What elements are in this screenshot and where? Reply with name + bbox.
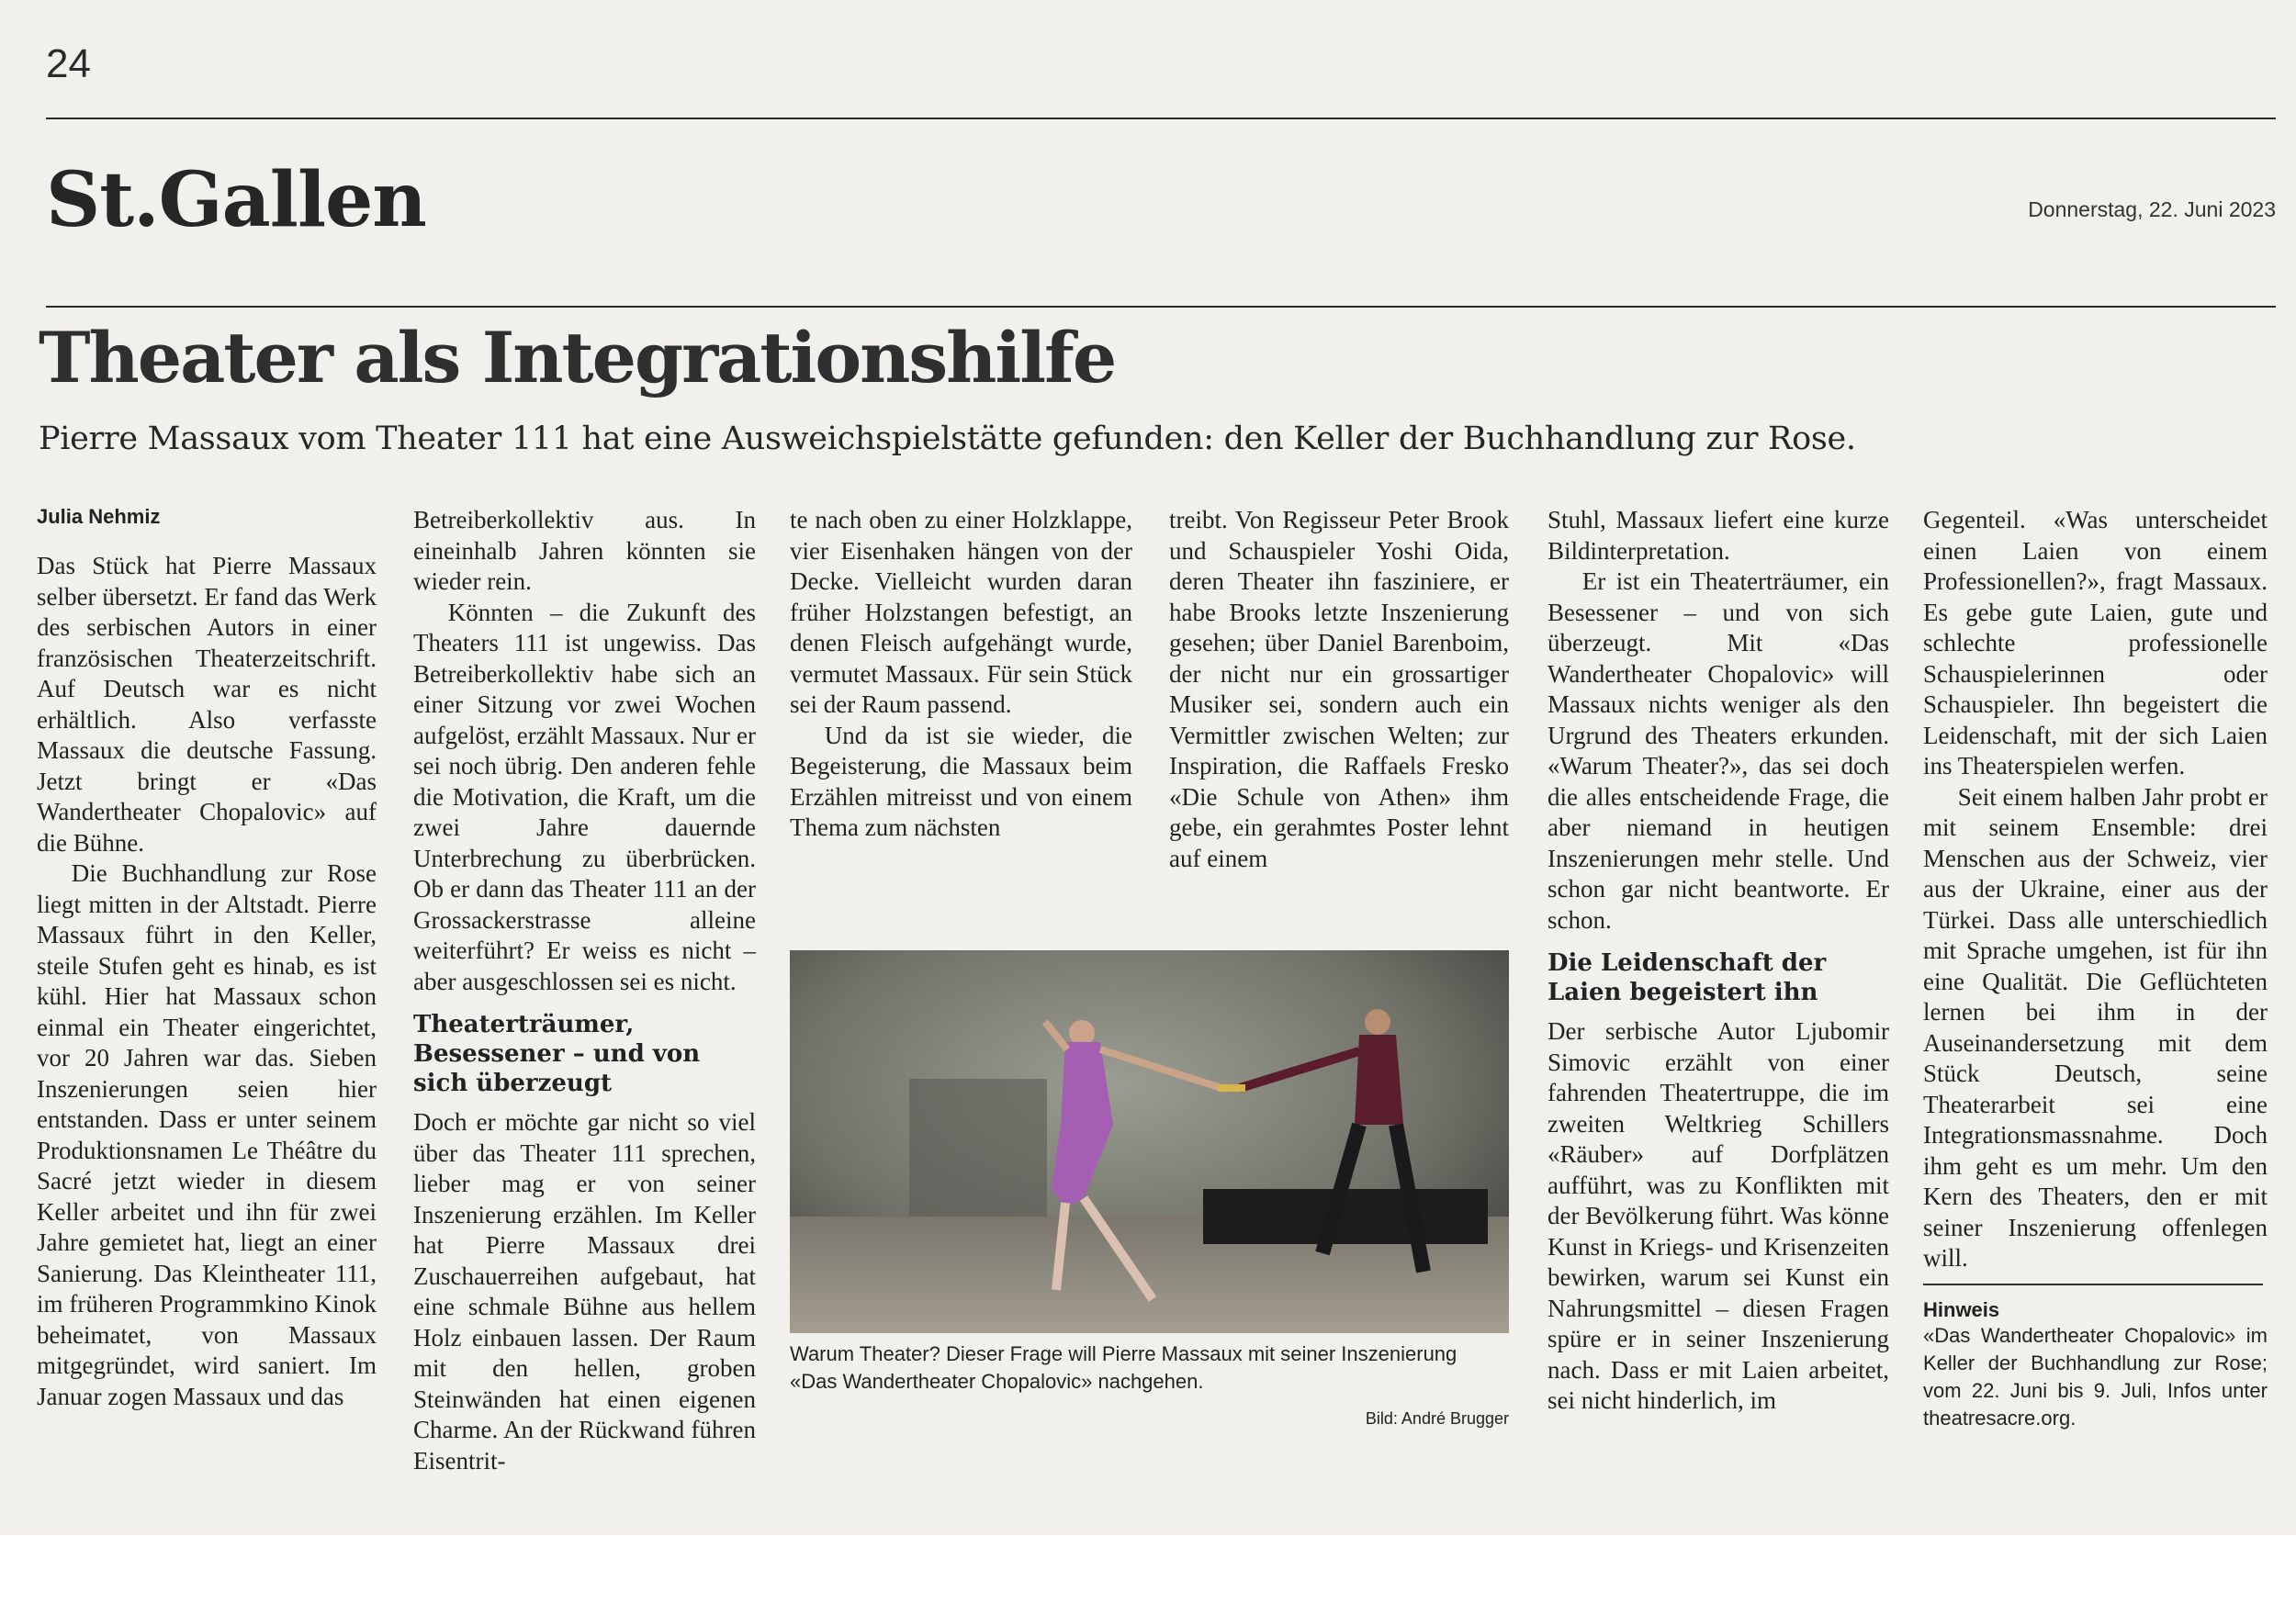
paragraph: Das Stück hat Pierre Massaux selber übersetzt. Er fand das Werk des serbischen Autors in einer französischen Theaterzeitschrift. Auf Deutsch war es nicht erhältlich. Also verfasste Massaux die deutsche Fassung. Jetzt bringt er «Das Wandertheater Chopalovic» auf die Bühne. [37, 552, 377, 857]
column-2 [413, 505, 756, 1476]
photo-caption: Warum Theater? Dieser Frage will Pierre Massaux mit seiner Inszenierung «Das Wandertheater Chopalovic» nachgehen. [790, 1342, 1458, 1393]
section-title: St.Gallen [46, 156, 426, 244]
section-heading: Die Leidenschaft der Laien begeistert ihn [1548, 949, 1827, 1006]
section-heading: Theaterträumer, Besessener – und von sich überzeugt [413, 1011, 701, 1097]
theater-scene-illustration [790, 950, 1509, 1333]
paragraph: Seit einem halben Jahr probt er mit seinem Ensemble: drei Menschen aus der Schweiz, vier aus der Ukraine, einer aus der Türkei. Dass alle unterschiedlich mit Sprache umgehen, ist für ihn eine Qualität. Die Geflüchteten lernen bei ihm in der Auseinandersetzung mit dem Stück Deutsch, seine Theaterarbeit sei eine Integrationsmassnahme. Doch ihm geht es um mehr. Um den Kern des Theaters, den er mit seiner Inszenierung offenlegen will. [1923, 782, 2268, 1272]
author-byline: Julia Nehmiz [37, 505, 161, 528]
paragraph: Stuhl, Massaux liefert eine kurze Bildinterpretation. [1548, 506, 1889, 565]
article-subheadline: Pierre Massaux vom Theater 111 hat eine Ausweichspielstätte gefunden: den Keller der Buchhandlung zur Rose. [39, 421, 1856, 457]
header-rule-bottom [46, 306, 2276, 308]
info-box-rule [1923, 1284, 2263, 1285]
paragraph: Betreiberkollektiv aus. In eineinhalb Jahren könnten sie wieder rein. [413, 506, 756, 595]
column-5 [1548, 505, 1889, 1417]
header-rule-top [46, 118, 2276, 119]
article-photo [790, 950, 1509, 1333]
article-headline: Theater als Integrationshilfe [39, 317, 1116, 398]
column-1 [37, 505, 377, 1412]
paragraph: Er ist ein Theaterträumer, ein Besessener – und von sich überzeugt. Mit «Das Wandertheater Chopalovic» will Massaux nichts weniger als den Urgrund des Theaters erkunden. «Warum Theater?», das sei doch die alles entscheidende Frage, die aber niemand in heutigen Inszenierungen mehr stelle. Und schon gar nicht beantworte. Er schon. [1548, 567, 1889, 934]
column-3 [790, 505, 1132, 844]
info-box [1923, 1298, 2268, 1432]
paragraph: Könnten – die Zukunft des Theaters 111 ist ungewiss. Das Betreiberkollektiv habe sich an einer Sitzung vor zwei Wochen aufgelöst, erzählt Massaux. Nur er sei noch übrig. Den anderen fehle die Motivation, die Kraft, um die zwei Jahre dauernde Unterbrechung zu überbrücken. Ob er dann das Theater 111 an der Grossackerstrasse alleine weiterführt? Er weiss es nicht – aber ausgeschlossen sei es nicht. [413, 598, 756, 995]
column-6 [1923, 505, 2268, 1432]
page-number: 24 [46, 41, 91, 86]
paragraph: Gegenteil. «Was unterscheidet einen Laien von einem Professionellen?», fragt Massaux. Es gebe gute Laien, gute und schlechte professionelle Schauspielerinnen oder Schauspieler. Ihn begeistert die Leidenschaft, mit der sich Laien ins Theaterspielen werfen. [1923, 506, 2268, 779]
paragraph: Und da ist sie wieder, die Begeisterung, die Massaux beim Erzählen mitreisst und von einem Thema zum nächsten [790, 721, 1132, 841]
info-box-title: Hinweis [1923, 1297, 2000, 1321]
paragraph: Der serbische Autor Ljubomir Simovic erzählt von einer fahrenden Theatertruppe, die im zweiten Weltkrieg Schillers «Räuber» auf Dorfplätzen aufführt, was zu Konflikten mit der Bevölkerung führt. Was könne Kunst in Kriegs- und Krisenzeiten bewirken, warum sei Kunst ein Nahrungsmittel – diesen Fragen spüre er in seiner Inszenierung nach. Dass er mit Laien arbeitet, sei nicht hinderlich, im [1548, 1017, 1889, 1414]
paragraph: Die Buchhandlung zur Rose liegt mitten in der Altstadt. Pierre Massaux führt in den Keller, steile Stufen geht es hinab, es ist kühl. Hier hat Massaux schon einmal ein Theater eingerichtet, vor 20 Jahren war das. Sieben Inszenierungen seien hier entstanden. Dass er unter seinem Produktionsnamen Le Théâtre du Sacré jetzt wieder in diesem Keller arbeitet und ihn für zwei Jahre gemietet hat, liegt an einer Sanierung. Das Kleintheater 111, im früheren Programmkino Kinok beheimatet, von Massaux mitgegründet, wird saniert. Im Januar zogen Massaux und das [37, 859, 377, 1410]
paragraph: Doch er möchte gar nicht so viel über das Theater 111 sprechen, lieber mag er von seiner Inszenierung erzählen. Im Keller hat Pierre Massaux drei Zuschauerreihen aufgebaut, hat eine schmale Bühne aus hellem Holz einbauen lassen. Der Raum mit den hellen, groben Steinwänden hat einen eigenen Charme. An der Rückwand führen Eisentrit- [413, 1108, 756, 1475]
issue-date: Donnerstag, 22. Juni 2023 [2028, 197, 2276, 221]
column-4 [1169, 505, 1509, 874]
photo-credit: Bild: André Brugger [1365, 1409, 1509, 1428]
paragraph: te nach oben zu einer Holzklappe, vier Eisenhaken hängen von der Decke. Vielleicht wurden daran früher Holzstangen befestigt, an denen Fleisch aufgehängt wurde, vermutet Massaux. Für sein Stück sei der Raum passend. [790, 506, 1132, 718]
paragraph: treibt. Von Regisseur Peter Brook und Schauspieler Yoshi Oida, deren Theater ihn fasziniere, er habe Brooks letzte Inszenierung gesehen; über Daniel Barenboim, der nicht nur ein grossartiger Musiker sei, sondern auch ein Vermittler zwischen Welten; zur Inspiration, die Raffaels Fresko «Die Schule von Athen» ihm gebe, ein gerahmtes Poster lehnt auf einem [1169, 506, 1509, 872]
info-box-text: «Das Wandertheater Chopalovic» im Keller der Buchhandlung zur Rose; vom 22. Juni bis 9. Juli, Infos unter theatresacre.org. [1923, 1323, 2268, 1430]
